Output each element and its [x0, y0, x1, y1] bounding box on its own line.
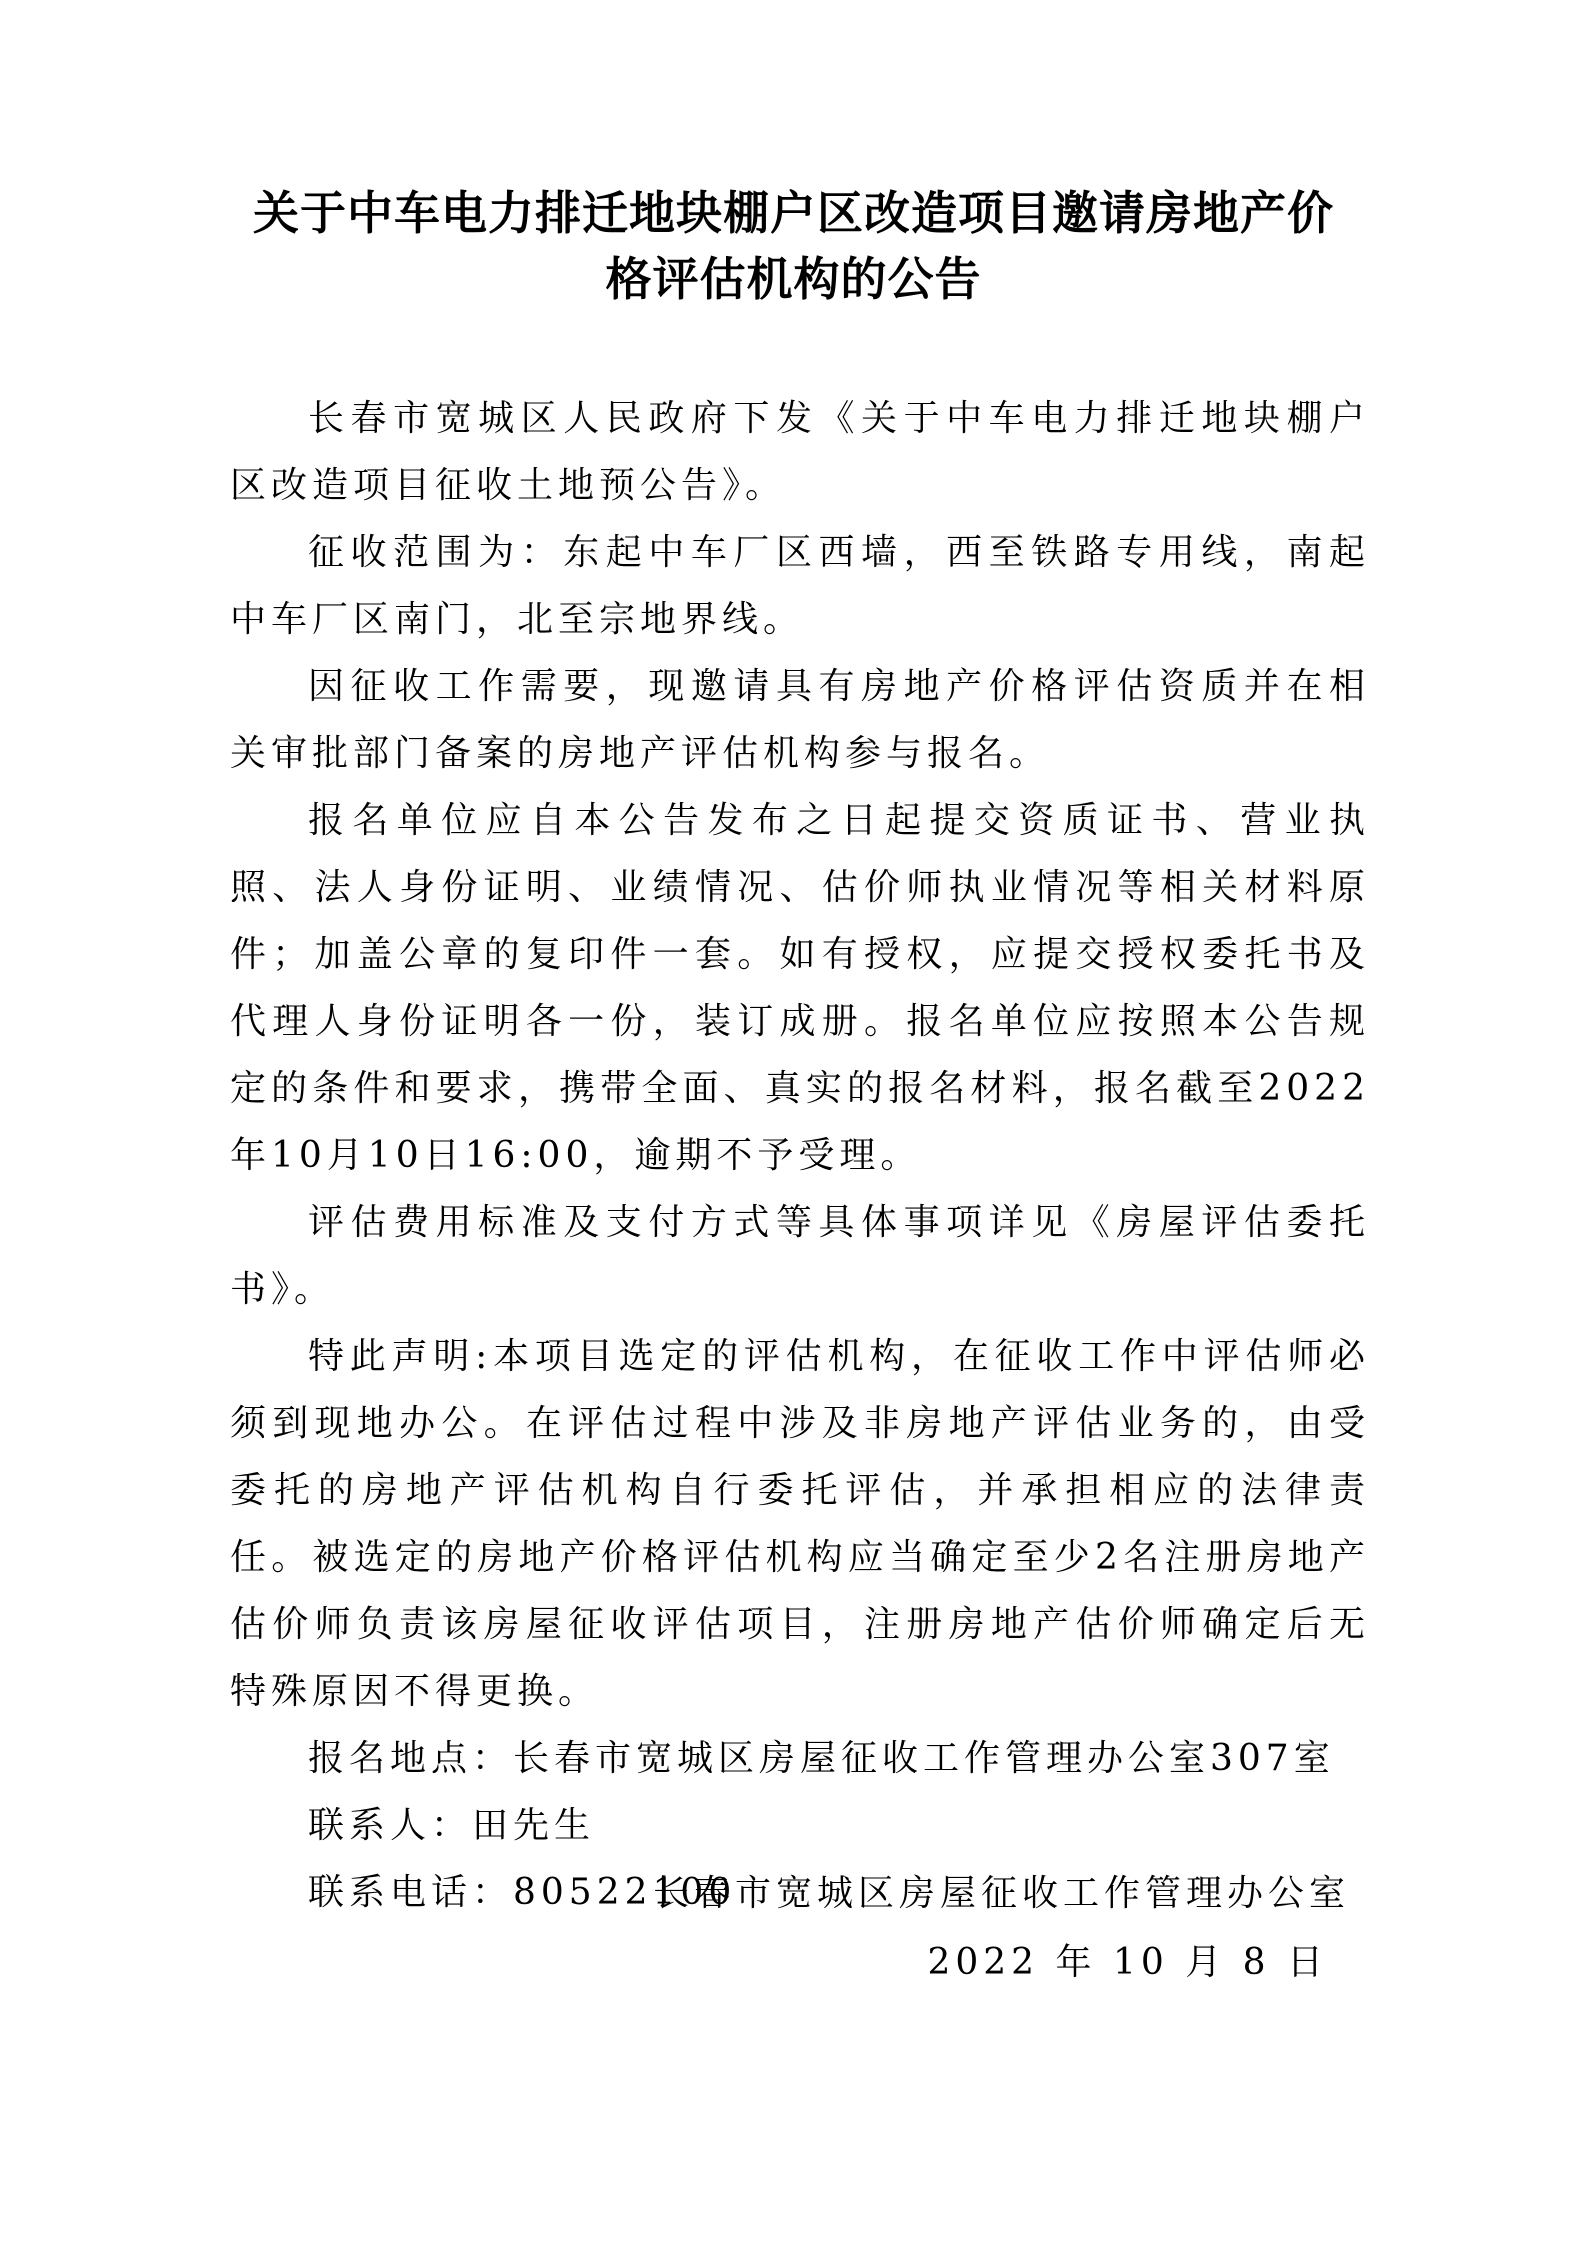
paragraph-scope: 征收范围为：东起中车厂区西墙，西至铁路专用线，南起中车厂区南门，北至宗地界线。: [230, 532, 1370, 640]
signature-organization-text: 长春市宽城区房屋征收工作管理办公室: [652, 1873, 1350, 1914]
contact-phone: 联系电话：80522100: [308, 1872, 737, 1913]
contact-location: 报名地点：长春市宽城区房屋征收工作管理办公室307室: [308, 1738, 1335, 1779]
paragraph-notice-source: 长春市宽城区人民政府下发《关于中车电力排迁地块棚户区改造项目征收土地预公告》。: [230, 398, 1370, 506]
paragraph-invitation: 因征收工作需要，现邀请具有房地产价格评估资质并在相关审批部门备案的房地产评估机构参与报名。: [230, 666, 1370, 774]
title-line-2: 格评估机构的公告: [605, 252, 982, 306]
signature-date-text: 2022 年 10 月 8 日: [927, 1942, 1328, 1983]
title-line-1: 关于中车电力排迁地块棚户区改造项目邀请房地产价: [253, 186, 1334, 240]
document-title: [200, 180, 1387, 312]
paragraph-declaration: 特此声明:本项目选定的评估机构，在征收工作中评估师必须到现地办公。在评估过程中涉及非房地产评估业务的，由受委托的房地产评估机构自行委托评估，并承担相应的法律责任。被选定的房地产价格评估机构应当确定至少2名注册房地产估价师负责该房屋征收评估项目，注册房地产估价师确定后无特殊原因不得更换。: [230, 1336, 1370, 1712]
signature-date: [200, 1929, 1350, 1996]
signature-organization: [200, 1860, 1350, 1927]
document-body: [230, 385, 1370, 1926]
paragraph-fees: 评估费用标准及支付方式等具体事项详见《房屋评估委托书》。: [230, 1202, 1370, 1310]
paragraph-requirements: 报名单位应自本公告发布之日起提交资质证书、营业执照、法人身份证明、业绩情况、估价师执业情况等相关材料原件；加盖公章的复印件一套。如有授权，应提交授权委托书及代理人身份证明各一份，装订成册。报名单位应按照本公告规定的条件和要求，携带全面、真实的报名材料，报名截至2022年10月10日16:00，逾期不予受理。: [230, 800, 1370, 1176]
contact-person: 联系人：田先生: [308, 1805, 596, 1846]
